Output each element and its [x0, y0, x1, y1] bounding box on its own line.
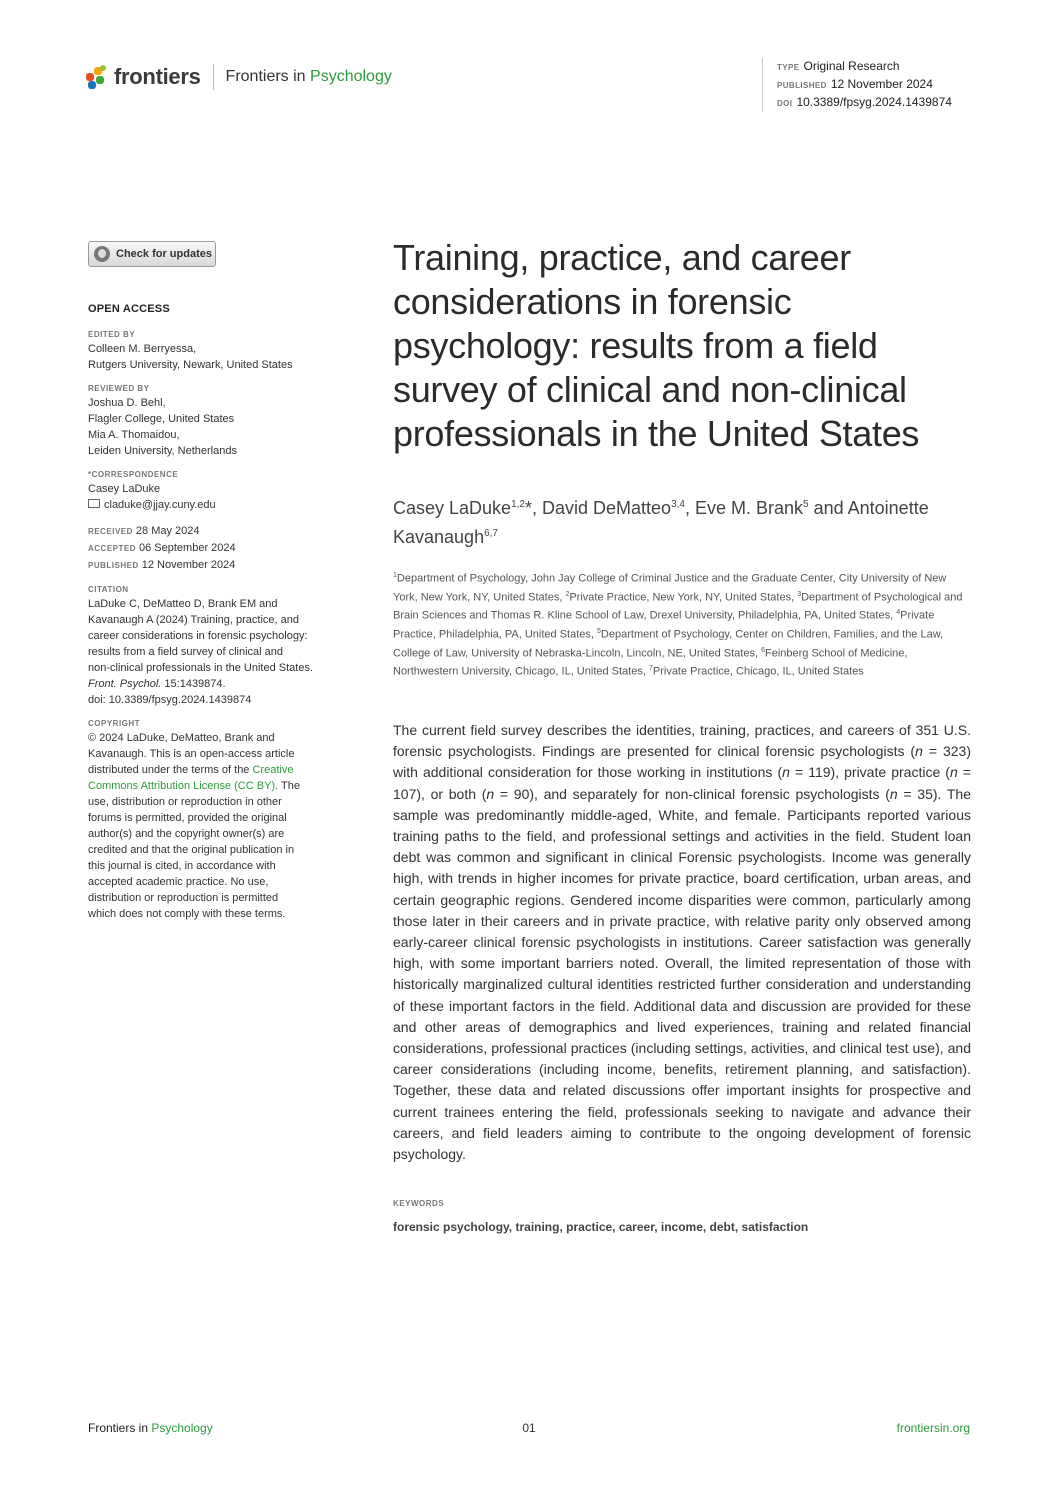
dates-block [88, 523, 350, 574]
reviewer-line: Mia A. Thomaidou, [88, 429, 180, 441]
reviewer-line: Joshua D. Behl, [88, 397, 166, 409]
page-header [86, 59, 972, 109]
keywords: forensic psychology, training, practice, career, income, debt, satisfaction [393, 1220, 809, 1235]
affiliations: $^1$Department of Psychology, John Jay College of Criminal Justice and the Graduate Center, City University of New York, New York, NY, United States, $^2$Private Practice, New York, NY, United States, $^3$Department of Psychological and Brain Sciences and Thomas R. Kline School of Law, Drexel University, Philadelphia, PA, United States, $^4$Private Practice, Philadelphia, PA, United States, $^5$Department of Psychology, Center on Children, Families, and the Law, College of Law, University of Nebraska-Lincoln, Lincoln, NE, United States, $^6$Feinberg School of Medicine, Northwestern University, Chicago, IL, United States, $^7$Private Practice, Chicago, IL, United States [393, 572, 963, 678]
correspondence-email-row[interactable] [88, 497, 350, 513]
reviewed-by-label: REVIEWED BY [88, 384, 150, 393]
citation-journal: Front. Psychol. [88, 678, 162, 690]
article-main [393, 236, 971, 1234]
citation-label: CITATION [88, 585, 129, 594]
logo-wordmark: frontiers [114, 64, 201, 89]
check-for-updates-button[interactable] [88, 241, 216, 267]
received-date: RECEIVED 28 May 2024 [88, 525, 200, 537]
copyright-label: COPYRIGHT [88, 719, 141, 728]
citation-text: LaDuke C, DeMatteo D, Brank EM and Kavanaugh A (2024) Training, practice, and career considerations in forensic psychology: results from a field survey of clinical and non-clinical professionals in the United States. Front. Psychol. 15:1439874. doi: 10.3389/fpsyg.2024.1439874 [88, 596, 350, 708]
journal-name: Frontiers in Psychology [225, 68, 392, 85]
mail-icon [88, 499, 100, 508]
cc-license-link[interactable]: Commons Attribution License (CC BY) [88, 780, 276, 792]
article-meta [762, 58, 972, 112]
frontiers-logo-icon [86, 65, 108, 89]
accepted-date: ACCEPTED 06 September 2024 [88, 542, 236, 554]
article-title: Training, practice, and career considerations in forensic psychology: results from a field survey of clinical and non-clinical professionals in the United States [393, 237, 920, 454]
check-for-updates-label: Check for updates [116, 248, 212, 260]
cc-license-link[interactable]: Creative [252, 764, 294, 776]
journal-logo[interactable] [86, 62, 392, 92]
refresh-icon [94, 246, 110, 262]
correspondence-email[interactable]: claduke@jjay.cuny.edu [104, 499, 216, 511]
editor-line: Rutgers University, Newark, United States [88, 359, 293, 371]
meta-doi: DOI 10.3389/fpsyg.2024.1439874 [777, 95, 952, 109]
keywords-label: KEYWORDS [393, 1199, 445, 1209]
author-name[interactable]: Eve M. Brank [694, 498, 804, 518]
logo-divider [213, 64, 214, 90]
correspondence-label: *CORRESPONDENCE [88, 470, 179, 479]
page-number: 01 [522, 1421, 536, 1435]
author-list: Casey LaDuke$^{1,2}$*, David DeMatteo$^{3,4}$, Eve M. Brank$^5$ and Antoinette Kavanaugh$^{6,7}$ [393, 498, 929, 547]
author-name[interactable]: Antoinette Kavanaugh [393, 498, 929, 547]
article-sidebar [88, 301, 350, 922]
reviewer-line: Leiden University, Netherlands [88, 445, 237, 457]
author-name[interactable]: Casey LaDuke [393, 498, 512, 518]
footer-site-link[interactable]: frontiersin.org [896, 1421, 970, 1435]
edited-by-label: EDITED BY [88, 330, 136, 339]
meta-published: PUBLISHED 12 November 2024 [777, 77, 933, 91]
reviewer-line: Flagler College, United States [88, 413, 235, 425]
footer-journal[interactable]: Frontiers in Psychology [88, 1421, 213, 1435]
abstract: The current field survey describes the identities, training, practices, and careers of 351 U.S. forensic psychologists. Findings are presented for clinical forensic psychologists (n = 323) with additional consideration for those working in institutions (n = 119), private practice (n = 107), or both (n = 90), and separately for non-clinical forensic psychologists (n = 35). The sample was predominantly middle-aged, White, and female. Participants reported various training paths to the field, and professional settings and activities in the field. Student loan debt was common and significant in clinical Forensic psychologists. Income was generally high, with trends in higher incomes for private practice, board certification, urban areas, and certain geographic regions. Gendered income disparities were common, particularly among those later in their careers and in private practice, with relative parity only observed among early-career clinical forensic psychologists in institutions. Career satisfaction was generally high, with some important barriers noted. Overall, the limited representation of those with historically marginalized cultural identities restricted further consideration and understanding of these important factors in the field. Additional data and discussion are provided for these and other areas of demographics and lived experiences, training and related financial considerations, professional practices (including settings, activities, and clinical test use), and career considerations (including income, benefits, retirement planning, and satisfaction). Together, these data and related discussions offer important insights for prospective and current trainees entering the field, professionals seeking to navigate and advance their careers, and field leaders aiming to contribute to the ongoing development of forensic psychology. [393, 721, 972, 1162]
editor-line: Colleen M. Berryessa, [88, 343, 197, 355]
author-name[interactable]: David DeMatteo [542, 498, 672, 518]
open-access-label: OPEN ACCESS [88, 303, 170, 315]
correspondence-name: Casey LaDuke [88, 483, 161, 495]
citation-doi[interactable]: doi: 10.3389/fpsyg.2024.1439874 [88, 694, 252, 706]
published-date: PUBLISHED 12 November 2024 [88, 559, 236, 571]
page-footer [88, 1421, 970, 1437]
meta-type: TYPE Original Research [777, 59, 900, 73]
copyright-text: © 2024 LaDuke, DeMatteo, Brank and Kavanaugh. This is an open-access article distributed under the terms of the Creative Commons Attribution License (CC BY). The use, distribution or reproduction in other forums is permitted, provided the original author(s) and the copyright owner(s) are credited and that the original publication in this journal is cited, in accordance with accepted academic practice. No use, distribution or reproduction is permitted which does not comply with these terms. [88, 732, 300, 920]
